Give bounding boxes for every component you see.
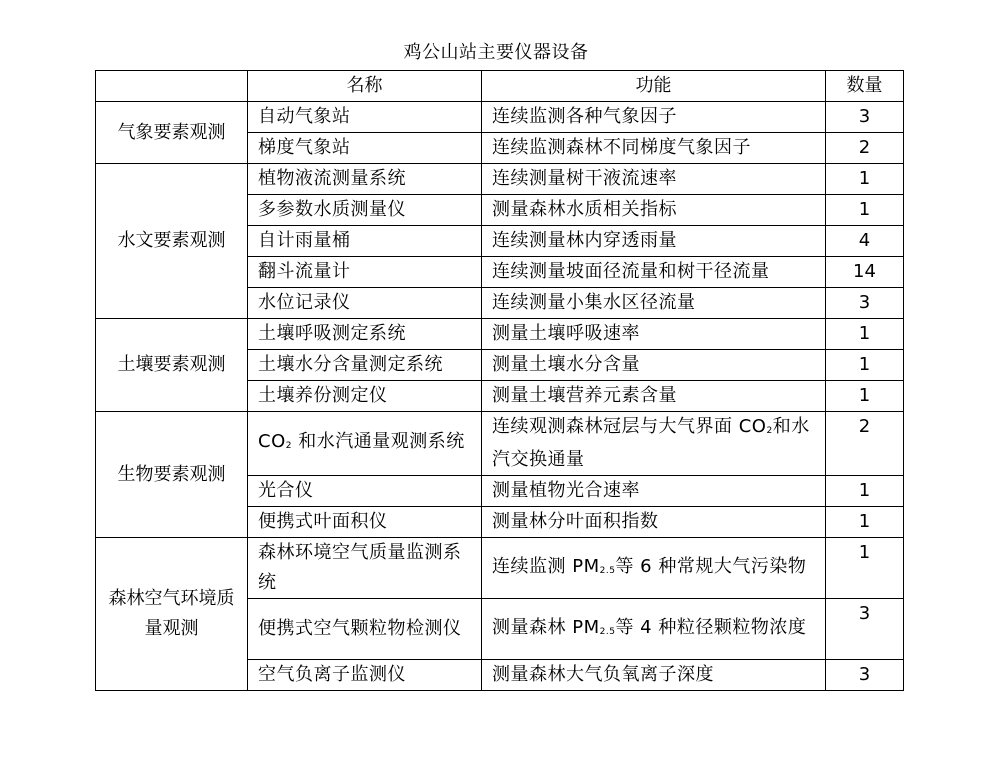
function-text: 连续监测 PM <box>492 555 600 577</box>
quantity-cell: 3 <box>826 288 904 319</box>
quantity-cell: 1 <box>826 350 904 381</box>
function-cell: 测量林分叶面积指数 <box>482 507 826 538</box>
function-text: 等 6 种常规大气污染物 <box>615 555 807 577</box>
name-cell: 森林环境空气质量监测系统 <box>248 538 482 599</box>
name-cell: 土壤养份测定仪 <box>248 381 482 412</box>
function-cell: 测量森林大气负氧离子深度 <box>482 660 826 691</box>
name-cell: 便携式叶面积仪 <box>248 507 482 538</box>
quantity-cell: 3 <box>826 599 904 660</box>
quantity-cell: 1 <box>826 164 904 195</box>
quantity-cell: 2 <box>826 412 904 476</box>
name-text: 和水汽通量观测系统 <box>291 431 465 452</box>
name-cell: 自计雨量桶 <box>248 226 482 257</box>
name-cell: 土壤水分含量测定系统 <box>248 350 482 381</box>
function-cell: 连续测量树干液流速率 <box>482 164 826 195</box>
function-cell <box>482 599 826 660</box>
table-title: 鸡公山站主要仪器设备 <box>403 42 589 63</box>
function-cell: 测量土壤水分含量 <box>482 350 826 381</box>
function-cell: 连续测量林内穿透雨量 <box>482 226 826 257</box>
name-cell: 梯度气象站 <box>248 133 482 164</box>
quantity-cell: 1 <box>826 195 904 226</box>
name-cell: 光合仪 <box>248 476 482 507</box>
subscript-text: 2.5 <box>599 565 616 576</box>
function-text: 等 4 种粒径颗粒物浓度 <box>615 616 807 638</box>
name-cell: 多参数水质测量仪 <box>248 195 482 226</box>
category-cell: 土壤要素观测 <box>96 319 248 412</box>
category-cell: 生物要素观测 <box>96 412 248 538</box>
table-row <box>96 319 904 350</box>
header-function: 功能 <box>482 71 826 102</box>
function-text: 测量森林 PM <box>492 616 600 638</box>
header-category <box>96 71 248 102</box>
function-cell: 连续测量小集水区径流量 <box>482 288 826 319</box>
quantity-cell: 1 <box>826 538 904 599</box>
quantity-cell: 1 <box>826 319 904 350</box>
function-text: 连续观测森林冠层与大气界面 CO <box>492 416 767 437</box>
quantity-cell: 2 <box>826 133 904 164</box>
table-row <box>96 102 904 133</box>
table-row <box>96 412 904 476</box>
function-cell: 连续监测各种气象因子 <box>482 102 826 133</box>
name-cell: 土壤呼吸测定系统 <box>248 319 482 350</box>
category-cell: 森林空气环境质量观测 <box>96 538 248 691</box>
name-cell: 便携式空气颗粒物检测仪 <box>248 599 482 660</box>
header-name: 名称 <box>248 71 482 102</box>
subscript-text: 2.5 <box>599 626 616 637</box>
function-text: 和水汽交换通量 <box>492 416 810 470</box>
quantity-cell: 1 <box>826 507 904 538</box>
function-cell: 测量土壤呼吸速率 <box>482 319 826 350</box>
quantity-cell: 1 <box>826 476 904 507</box>
category-cell: 水文要素观测 <box>96 164 248 319</box>
name-cell: 自动气象站 <box>248 102 482 133</box>
function-cell: 测量土壤营养元素含量 <box>482 381 826 412</box>
function-cell: 测量森林水质相关指标 <box>482 195 826 226</box>
function-cell: 连续测量坡面径流量和树干径流量 <box>482 257 826 288</box>
quantity-cell: 4 <box>826 226 904 257</box>
quantity-cell: 3 <box>826 102 904 133</box>
name-cell: 翻斗流量计 <box>248 257 482 288</box>
name-cell: 空气负离子监测仪 <box>248 660 482 691</box>
name-cell: 植物液流测量系统 <box>248 164 482 195</box>
name-cell <box>248 412 482 476</box>
function-cell <box>482 538 826 599</box>
function-cell: 测量植物光合速率 <box>482 476 826 507</box>
function-cell <box>482 412 826 476</box>
header-row <box>96 71 904 102</box>
header-quantity: 数量 <box>826 71 904 102</box>
subscript-text: 2 <box>285 441 292 451</box>
quantity-cell: 14 <box>826 257 904 288</box>
name-text: CO <box>258 431 286 452</box>
category-cell: 气象要素观测 <box>96 102 248 164</box>
subscript-text: 2 <box>766 426 773 436</box>
function-cell: 连续监测森林不同梯度气象因子 <box>482 133 826 164</box>
quantity-cell: 1 <box>826 381 904 412</box>
table-row <box>96 538 904 599</box>
name-cell: 水位记录仪 <box>248 288 482 319</box>
table-row <box>96 164 904 195</box>
quantity-cell: 3 <box>826 660 904 691</box>
equipment-table <box>95 70 904 691</box>
